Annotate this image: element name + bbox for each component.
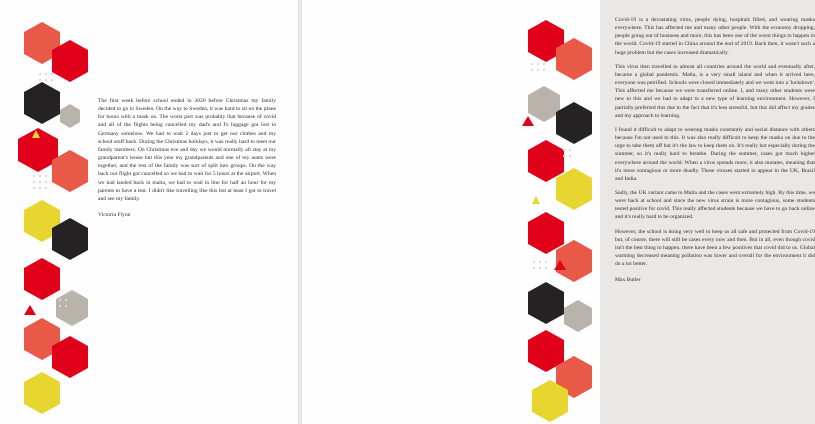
right-signature: Max Butler bbox=[615, 277, 641, 284]
right-page bbox=[302, 0, 815, 424]
right-paragraph-5: However, the school is doing very well to keep us all safe and protected from Covid-19 but, of course, there will still be cases every now and then. But in all, even though covid isn't the best thing to happen, there have been a few positives that covid did to us. Global warming decreased meaning pollution was lower and overall for the environment it did do a lot better. bbox=[615, 228, 815, 268]
right-hexagon-decoration bbox=[302, 0, 600, 424]
right-paragraph-4: Sadly, the UK variant came to Malta and the cases went extremely high. By this time, we were back at school and since the new virus strain is more contagious, some students tested positive for covid. This really affected students because we have to go back online and it's really hard to be organized. bbox=[615, 189, 815, 221]
left-page bbox=[0, 0, 298, 424]
right-hexagon-column bbox=[522, 20, 592, 422]
right-paragraph-3: I found it difficult to adapt to wearing masks constantly and social distance with others because I'm not used to this. It was also really difficult to keep the masks on due to the urge to take them off but it's the law to keep them on. It's really hot especially during the summer, so it's really hard to breathe. During the summer, cases got much higher everywhere around the world. When a virus spreads more, it also mutates, meaning that it's more contagious or more deadly. These viruses started to appear in the UK, Brazil and India. bbox=[615, 126, 815, 182]
left-signature: Victoria Flynn bbox=[98, 212, 131, 219]
right-paragraph-2: This virus then travelled to almost all countries around the world and eventually after, became a global pandemic. Malta, is a very small island and when it arrived here, everyone was petrified. Schools were closed immediately and we went into a 'lockdown'. This affected me because we were transferred online. I, and many other students were new to this and we had to adapt to a new type of learning environment. However, I partially preferred this due to the fact that it's less stressful, but this did affect my grades and my approach to learning. bbox=[615, 63, 815, 119]
left-article-body bbox=[98, 97, 276, 225]
right-article-body bbox=[615, 16, 815, 291]
right-paragraph-1: Covid-19 is a devastating virus, people dying, hospitals filled, and wearing masks everywhere. This has affected me and many other people. With the economy dropping, people going out of business and more, this has been one of the worst things to happen in the world. Covid-19 started in China around the end of 2019. Back then, it wasn't such a huge problem but the cases increased dramatically. bbox=[615, 17, 815, 56]
left-hexagon-column bbox=[18, 22, 88, 414]
left-paragraph: The first week before school ended in 2020 before Christmas my family decided to go to Sweden. On the way to Sweden, it was hard to sit on the plane for hours with a mask on. The worst part was probably that because of covid and all of the flights being cancelled my dad's and I's luggage got lost in Germany somehow. We had to wait 2 days just to get our clothes and my school stuff back. During the Christmas holidays, it was really hard to meet our family members. On Christmas eve and day we would normally all stay at my grandparent's house but this year my grandparents and one of my aunts were together, and the rest of the family was sort of split into groups. On the way back our flight got cancelled so we had to wait for 5 hours at the airport. When we had landed back in malta, we had to wait in line for half an hour for my parents to have a test. I didn't like travelling like this but at least I got to travel and see my family. bbox=[98, 98, 276, 202]
